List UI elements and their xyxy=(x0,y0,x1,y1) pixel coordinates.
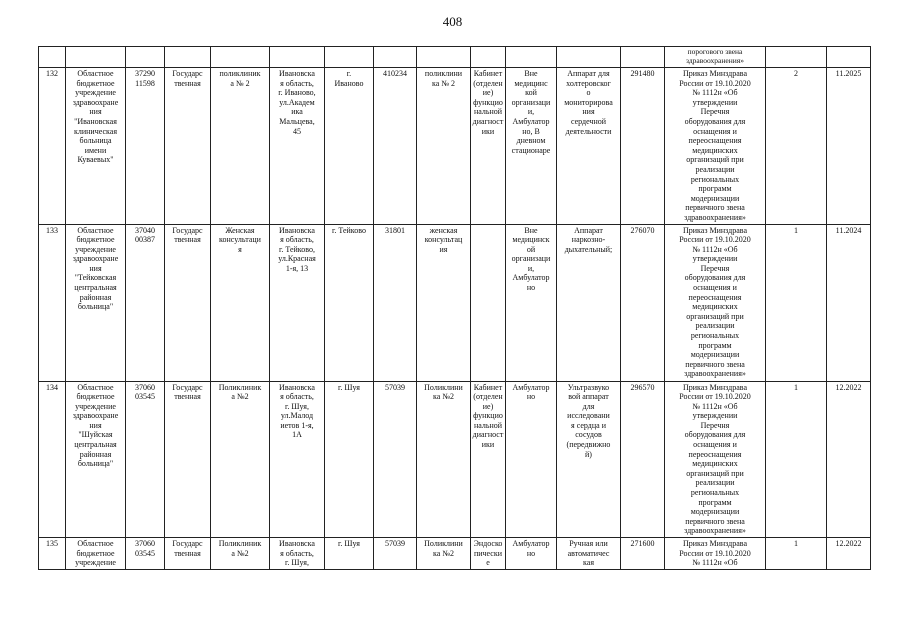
address-line: г. Тейково, xyxy=(279,244,315,254)
order-line: медицинских xyxy=(692,459,738,469)
address-cell xyxy=(270,224,325,381)
address-line: ул.Академ xyxy=(279,97,315,107)
order-line: утверждении xyxy=(692,411,738,421)
code-line: 37290 xyxy=(135,69,155,78)
organization-cell xyxy=(66,224,126,381)
department-cell xyxy=(417,224,471,381)
organization-line: ния xyxy=(89,107,102,117)
order-line: переоснащения xyxy=(688,292,742,302)
code-cell xyxy=(126,538,165,570)
row-number-cell: 133 xyxy=(39,224,66,381)
order-line: первичного звена xyxy=(685,359,745,369)
care-type-line: Амбулатор xyxy=(512,539,550,548)
organization-line: клиническая xyxy=(73,126,118,136)
page-number: 408 xyxy=(442,14,463,29)
ownership-line: твенная xyxy=(174,392,201,402)
order-line: организаций при xyxy=(686,468,744,478)
organization-line: Областное xyxy=(77,225,114,235)
organization-line: имени xyxy=(84,145,107,155)
order-line: Приказ Минздрава xyxy=(682,539,748,548)
organization-line: учреждение xyxy=(75,244,116,254)
equipment-line: дыхательный; xyxy=(564,244,613,254)
order-line: региональных xyxy=(690,488,740,498)
code-line: 11598 xyxy=(135,78,155,88)
care-type-line: кой xyxy=(525,88,537,98)
code-line: 37060 xyxy=(135,539,155,548)
cabinet-line: (отделен xyxy=(473,78,503,88)
order-cell xyxy=(665,68,766,225)
ownership-line: Государс xyxy=(172,382,203,392)
address-line: ул.Малод xyxy=(280,411,314,421)
order-line: первичного звена xyxy=(685,516,745,526)
city-cell xyxy=(325,538,374,570)
code-line: 03545 xyxy=(135,392,155,402)
row-number-cell: 134 xyxy=(39,381,66,538)
address-line: я область, xyxy=(280,235,314,245)
order-line: реализации xyxy=(695,478,735,488)
care-type-line: Вне xyxy=(524,225,538,235)
quantity-cell: 1 xyxy=(766,381,827,538)
unit-cell xyxy=(211,538,270,570)
cabinet-line: нальной xyxy=(473,107,503,117)
cabinet-line: Кабинет xyxy=(473,69,503,78)
department-line: ия xyxy=(439,244,448,254)
organization-line: бюджетное xyxy=(76,78,115,88)
order-line: № 1112н «Об xyxy=(692,558,738,568)
equipment-line: Аппарат для xyxy=(567,69,610,78)
cabinet-line: ики xyxy=(481,440,495,450)
equipment-line: о xyxy=(586,88,591,98)
cabinet-line: пически xyxy=(473,548,503,558)
quantity-cell: 2 xyxy=(766,68,827,225)
table-row xyxy=(39,224,871,381)
department-line: консультац xyxy=(424,235,463,245)
organization-line: бюджетное xyxy=(76,392,115,402)
city-cell xyxy=(325,381,374,538)
order-line: России от 19.10.2020 xyxy=(679,78,751,88)
address-line: г. Иваново, xyxy=(278,88,316,98)
organization-line: Куваевых" xyxy=(77,155,114,165)
cabinet-cell xyxy=(471,381,506,538)
city-line: г. Шуя xyxy=(338,382,360,392)
order-line: России от 19.10.2020 xyxy=(679,548,751,558)
address-line: Мальцева, xyxy=(279,116,315,126)
city-line: Иваново xyxy=(334,78,364,88)
ownership-cell xyxy=(165,381,211,538)
care-type-line: но, В xyxy=(522,126,540,136)
care-type-line: и, xyxy=(527,107,535,117)
date-cell: 12.2022 xyxy=(827,538,871,570)
order-line: России от 19.10.2020 xyxy=(679,392,751,402)
care-type-cell xyxy=(506,68,557,225)
equipment-cell xyxy=(557,538,621,570)
ownership-line: Государс xyxy=(172,69,203,78)
organization-line: "Шуйская xyxy=(78,430,113,440)
row-number-cell: 135 xyxy=(39,538,66,570)
unit-line: Поликлиник xyxy=(218,539,262,548)
order-line: здравоохранения» xyxy=(684,526,746,536)
equipment-line: й) xyxy=(585,449,592,459)
table-row-continued xyxy=(39,47,871,68)
order-line: Перечня xyxy=(700,263,730,273)
equipment-cell xyxy=(557,224,621,381)
code-line: 37060 xyxy=(135,382,155,392)
order-line: реализации xyxy=(695,321,735,331)
organization-line: больница" xyxy=(77,459,114,469)
ownership-line: твенная xyxy=(174,548,201,558)
order-line: программ xyxy=(698,184,732,194)
equipment-line: холтеровског xyxy=(566,78,611,88)
address-line: ул.Красная xyxy=(278,254,316,264)
care-type-line: Амбулатор xyxy=(512,116,550,126)
cabinet-line: функцио xyxy=(473,411,503,421)
quantity-cell: 1 xyxy=(766,538,827,570)
address-line: 1А xyxy=(292,430,302,440)
address-line: 45 xyxy=(293,126,301,136)
equipment-cell xyxy=(557,68,621,225)
department-line: Поликлини xyxy=(424,539,463,548)
equipment-line: сердечной xyxy=(570,116,607,126)
care-type-cell xyxy=(506,224,557,381)
order-line: организаций при xyxy=(686,155,744,165)
organization-line: центральная xyxy=(74,440,117,450)
unit-line: Поликлиник xyxy=(218,382,262,392)
organization-line: ния xyxy=(89,263,102,273)
order-line: оснащения и xyxy=(693,283,737,293)
cabinet-line: диагност xyxy=(472,116,504,126)
order-cell xyxy=(665,381,766,538)
cabinet-line: ие) xyxy=(482,88,494,98)
unit-line: я xyxy=(238,244,242,254)
care-type-line: организаци xyxy=(511,254,551,264)
cabinet-line: Эндоско xyxy=(473,539,503,548)
department-cell xyxy=(417,538,471,570)
equipment-line: Аппарат xyxy=(574,225,603,235)
order-line: оборудования для xyxy=(684,430,746,440)
date-cell: 12.2022 xyxy=(827,381,871,538)
organization-line: здравоохране xyxy=(72,97,119,107)
order-line: порогового звена xyxy=(687,47,743,56)
organization-line: больница" xyxy=(77,302,114,312)
quantity-cell: 1 xyxy=(766,224,827,381)
department-line: ка №2 xyxy=(433,548,454,558)
oid-cell: 31801 xyxy=(374,224,417,381)
unit-cell xyxy=(211,68,270,225)
cabinet-line: диагност xyxy=(472,430,504,440)
order-line: региональных xyxy=(690,331,740,341)
city-line: г. Тейково xyxy=(332,225,366,235)
equipment-line: вой аппарат xyxy=(568,392,609,402)
organization-line: районная xyxy=(79,292,112,302)
order-line: здравоохранения» xyxy=(684,212,746,222)
address-cell xyxy=(270,538,325,570)
organization-line: бюджетное xyxy=(76,235,115,245)
order-line: № 1112н «Об xyxy=(692,244,738,254)
address-line: Ивановска xyxy=(279,539,315,548)
organization-line: здравоохране xyxy=(72,411,119,421)
ownership-line: твенная xyxy=(174,78,201,88)
cabinet-line: функцио xyxy=(473,97,503,107)
order-line: программ xyxy=(698,340,732,350)
order-line: № 1112н «Об xyxy=(692,401,738,411)
equipment-line: автоматичес xyxy=(567,548,610,558)
city-cell xyxy=(325,68,374,225)
address-line: г. Шуя, xyxy=(285,558,309,568)
organization-cell xyxy=(66,68,126,225)
address-line: я область, xyxy=(280,78,314,88)
order-cell-continued xyxy=(665,47,766,68)
care-type-line: ой xyxy=(526,244,536,254)
order-line: Приказ Минздрава xyxy=(682,382,748,392)
order-line: № 1112н «Об xyxy=(692,88,738,98)
cabinet-line: нальной xyxy=(473,420,503,430)
equipment-code-cell: 291480 xyxy=(621,68,665,225)
unit-cell xyxy=(211,381,270,538)
department-line: поликлини xyxy=(424,69,463,78)
code-cell xyxy=(126,68,165,225)
organization-line: "Ивановская xyxy=(74,116,117,126)
code-cell xyxy=(126,224,165,381)
cabinet-cell xyxy=(471,538,506,570)
order-line: Перечня xyxy=(700,107,730,117)
order-line: Приказ Минздрава xyxy=(682,69,748,78)
ownership-cell xyxy=(165,68,211,225)
order-line: медицинских xyxy=(692,145,738,155)
organization-line: Областное xyxy=(77,69,114,78)
organization-line: учреждение xyxy=(75,88,116,98)
unit-line: консультаци xyxy=(219,235,261,245)
order-cell xyxy=(665,224,766,381)
unit-line: поликлиник xyxy=(219,69,261,78)
department-line: Поликлини xyxy=(424,382,463,392)
date-cell: 11.2024 xyxy=(827,224,871,381)
ownership-cell xyxy=(165,224,211,381)
unit-cell xyxy=(211,224,270,381)
city-line: г. xyxy=(346,69,352,78)
equipment-line: Ультразвуко xyxy=(567,382,610,392)
order-cell xyxy=(665,538,766,570)
order-line: реализации xyxy=(695,164,735,174)
oid-cell: 57039 xyxy=(374,381,417,538)
order-line: модернизации xyxy=(690,507,740,517)
order-line: утверждении xyxy=(692,97,738,107)
organization-line: "Тейковская xyxy=(74,273,117,283)
ownership-line: Государс xyxy=(172,539,203,548)
address-line: ика xyxy=(291,107,303,117)
registry-table xyxy=(38,46,871,570)
oid-cell: 410234 xyxy=(374,68,417,225)
code-line: 03545 xyxy=(135,548,155,558)
order-line: оснащения и xyxy=(693,440,737,450)
cabinet-line: (отделен xyxy=(473,392,503,402)
equipment-line: (передвижно xyxy=(566,440,611,450)
cabinet-line: ие) xyxy=(482,401,494,411)
row-number-cell: 132 xyxy=(39,68,66,225)
address-line: 1-я, 13 xyxy=(285,263,309,273)
order-line: оснащения и xyxy=(693,126,737,136)
code-cell xyxy=(126,381,165,538)
care-type-line: медицинс xyxy=(514,78,548,88)
organization-line: Областное xyxy=(77,382,114,392)
unit-line: а № 2 xyxy=(230,78,250,88)
ownership-cell xyxy=(165,538,211,570)
equipment-line: кая xyxy=(583,558,594,568)
care-type-line: Вне xyxy=(524,69,538,78)
equipment-code-cell: 276070 xyxy=(621,224,665,381)
unit-line: а №2 xyxy=(231,548,249,558)
date-cell: 11.2025 xyxy=(827,68,871,225)
care-type-line: но xyxy=(526,283,536,293)
table-row xyxy=(39,381,871,538)
department-line: ка № 2 xyxy=(432,78,455,88)
code-line: 00387 xyxy=(135,235,155,245)
table-row xyxy=(39,538,871,570)
city-cell xyxy=(325,224,374,381)
care-type-line: организаци xyxy=(511,97,551,107)
cabinet-line: е xyxy=(486,558,490,568)
equipment-line: исследовани xyxy=(567,411,610,421)
cabinet-cell xyxy=(471,224,506,381)
cabinet-line: Кабинет xyxy=(473,382,503,392)
table-row xyxy=(39,68,871,225)
equipment-code-cell: 271600 xyxy=(621,538,665,570)
order-line: оборудования для xyxy=(684,116,746,126)
equipment-line: сосудов xyxy=(575,430,602,440)
address-line: г. Шуя, xyxy=(285,401,309,411)
order-line: модернизации xyxy=(690,193,740,203)
unit-line: Женская xyxy=(225,225,255,235)
care-type-line: стационаре xyxy=(511,145,551,155)
order-line: утверждении xyxy=(692,254,738,264)
order-line: медицинских xyxy=(692,302,738,312)
care-type-cell xyxy=(506,538,557,570)
order-line: организаций при xyxy=(686,311,744,321)
care-type-line: медицинск xyxy=(512,235,550,245)
care-type-line: Амбулатор xyxy=(512,273,550,283)
care-type-line: но xyxy=(526,548,536,558)
care-type-line: дневном xyxy=(516,136,546,146)
ownership-line: твенная xyxy=(174,235,201,245)
department-line: ка №2 xyxy=(433,392,454,402)
address-line: иетов 1-я, xyxy=(280,420,314,430)
address-line: Ивановска xyxy=(279,225,315,235)
order-line: оборудования для xyxy=(684,273,746,283)
equipment-line: наркозно- xyxy=(571,235,606,245)
department-line: женская xyxy=(429,225,458,235)
oid-cell: 57039 xyxy=(374,538,417,570)
organization-line: учреждение xyxy=(75,401,116,411)
organization-cell xyxy=(66,538,126,570)
cabinet-line: ики xyxy=(481,126,495,136)
order-line: переоснащения xyxy=(688,136,742,146)
order-line: переоснащения xyxy=(688,449,742,459)
organization-line: бюджетное xyxy=(76,548,115,558)
care-type-line: Амбулатор xyxy=(512,382,550,392)
organization-line: Областное xyxy=(77,539,114,548)
equipment-code-cell: 296570 xyxy=(621,381,665,538)
address-cell xyxy=(270,68,325,225)
address-line: я область, xyxy=(280,392,314,402)
equipment-line: я сердца и xyxy=(571,420,606,430)
equipment-cell xyxy=(557,381,621,538)
department-cell xyxy=(417,68,471,225)
order-line: здравоохранения» xyxy=(686,55,744,65)
order-line: модернизации xyxy=(690,350,740,360)
order-line: первичного звена xyxy=(685,203,745,213)
care-type-line: но xyxy=(526,392,536,402)
address-line: я область, xyxy=(280,548,314,558)
department-cell xyxy=(417,381,471,538)
organization-line: здравоохране xyxy=(72,254,119,264)
care-type-line: и, xyxy=(527,263,535,273)
organization-line: районная xyxy=(79,449,112,459)
equipment-line: Ручная или xyxy=(569,539,608,548)
city-line: г. Шуя xyxy=(338,539,360,548)
address-line: Ивановска xyxy=(279,382,315,392)
equipment-line: для xyxy=(582,401,595,411)
address-line: Ивановска xyxy=(279,69,315,78)
order-line: программ xyxy=(698,497,732,507)
organization-line: ния xyxy=(89,420,102,430)
organization-line: центральная xyxy=(74,283,117,293)
order-line: региональных xyxy=(690,174,740,184)
order-line: здравоохранения» xyxy=(684,369,746,379)
order-line: России от 19.10.2020 xyxy=(679,235,751,245)
cabinet-cell xyxy=(471,68,506,225)
organization-cell xyxy=(66,381,126,538)
organization-line: больница xyxy=(79,136,112,146)
order-line: Перечня xyxy=(700,420,730,430)
equipment-line: деятельности xyxy=(565,126,612,136)
unit-line: а №2 xyxy=(231,392,249,402)
order-line: Приказ Минздрава xyxy=(682,225,748,235)
address-cell xyxy=(270,381,325,538)
ownership-line: Государс xyxy=(172,225,203,235)
code-line: 37040 xyxy=(135,225,155,235)
organization-line: учреждение xyxy=(75,558,116,568)
equipment-line: мониторирова xyxy=(564,97,613,107)
care-type-cell xyxy=(506,381,557,538)
equipment-line: ния xyxy=(582,107,595,117)
